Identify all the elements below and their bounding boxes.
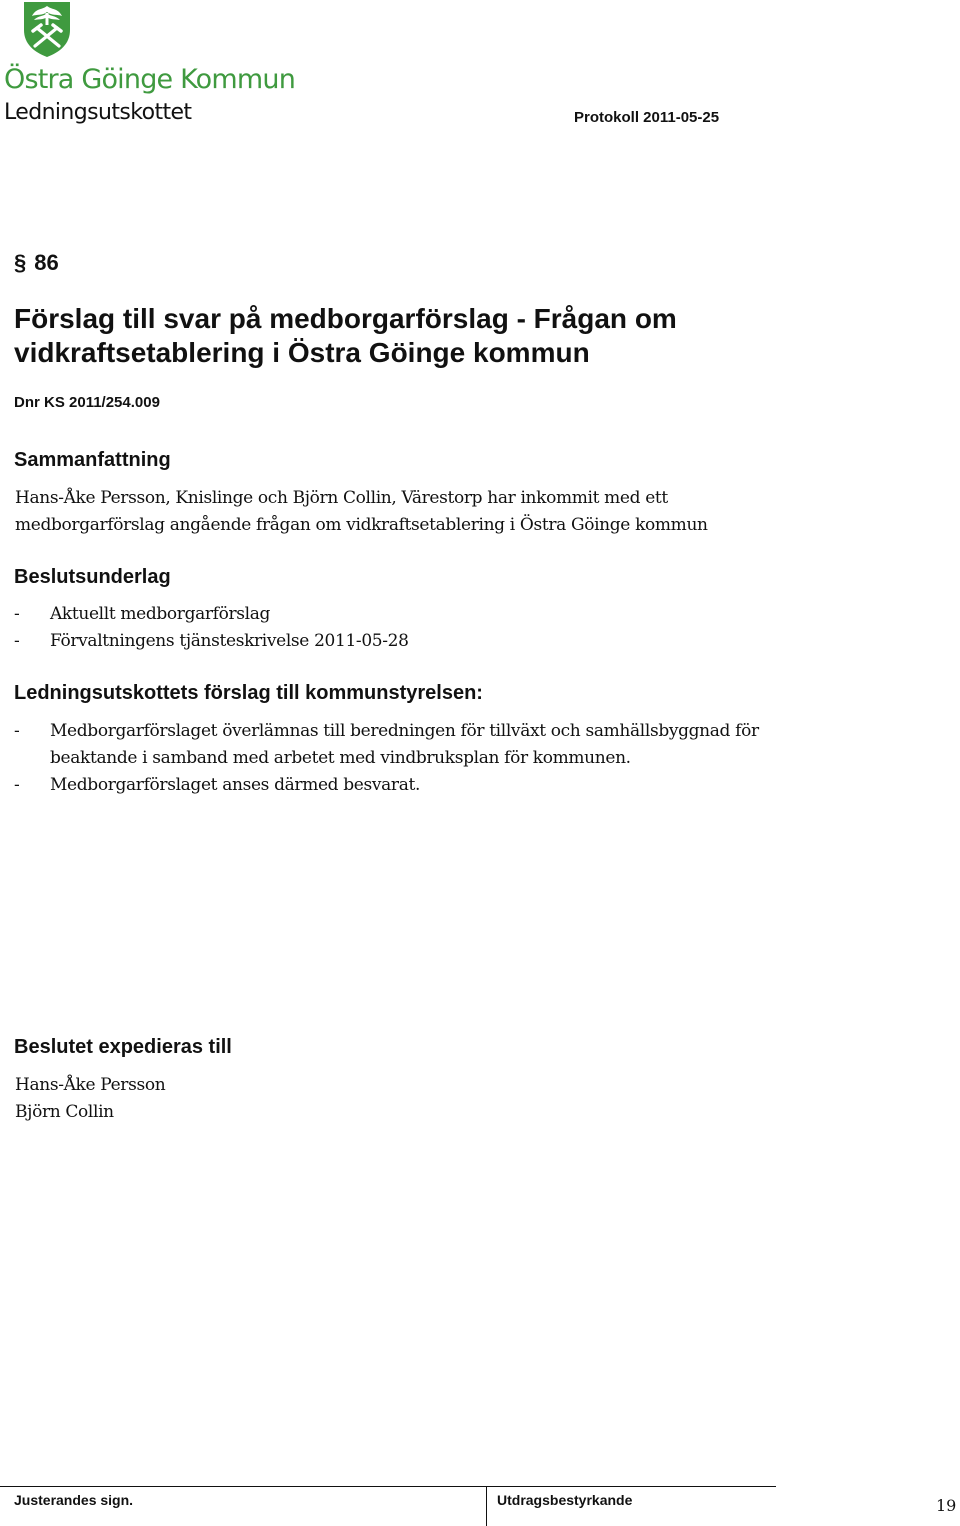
basis-heading: Beslutsunderlag	[14, 566, 171, 588]
summary-heading: Sammanfattning	[14, 449, 171, 471]
document-title: Förslag till svar på medborgarförslag - Frågan om vidkraftsetablering i Östra Göinge kommun	[14, 303, 677, 368]
dispatch-recipients	[15, 1072, 795, 1126]
list-item: - Medborgarförslaget anses därmed besvarat.	[14, 775, 421, 795]
basis-list	[14, 601, 794, 655]
footer-divider	[486, 1486, 487, 1526]
page-number: 19	[936, 1496, 957, 1515]
organization-name: Östra Göinge Kommun	[4, 64, 296, 95]
recipient: Hans-Åke Persson	[15, 1075, 166, 1095]
dispatch-heading: Beslutet expedieras till	[14, 1036, 232, 1058]
list-item: - Förvaltningens tjänsteskrivelse 2011-05-28	[14, 631, 409, 651]
utdragsbestyrkande-label: Utdragsbestyrkande	[497, 1492, 633, 1508]
department-name: Ledningsutskottet	[4, 100, 192, 125]
list-item: - Aktuellt medborgarförslag	[14, 604, 271, 624]
paragraph-symbol: §	[14, 250, 27, 275]
proposal-list	[14, 718, 774, 799]
paragraph-number	[14, 250, 59, 276]
footer-rule	[0, 1486, 776, 1487]
recipient: Björn Collin	[15, 1102, 114, 1122]
coat-of-arms-icon	[22, 0, 72, 58]
paragraph-number-value: 86	[34, 250, 59, 275]
protocol-date: Protokoll 2011-05-25	[574, 109, 720, 126]
case-number: Dnr KS 2011/254.009	[14, 394, 160, 411]
summary-text: Hans-Åke Persson, Knislinge och Björn Collin, Värestorp har inkommit med ett medborgarförslag angående frågan om vidkraftsetablering i Östra Göinge kommun	[15, 488, 708, 535]
justerandes-sign-label: Justerandes sign.	[14, 1492, 134, 1508]
list-item: - Medborgarförslaget överlämnas till beredningen för tillväxt och samhällsbyggnad för beaktande i samband med arbetet med vindbruksplan för kommunen.	[14, 721, 759, 768]
proposal-heading: Ledningsutskottets förslag till kommunstyrelsen:	[14, 682, 483, 704]
